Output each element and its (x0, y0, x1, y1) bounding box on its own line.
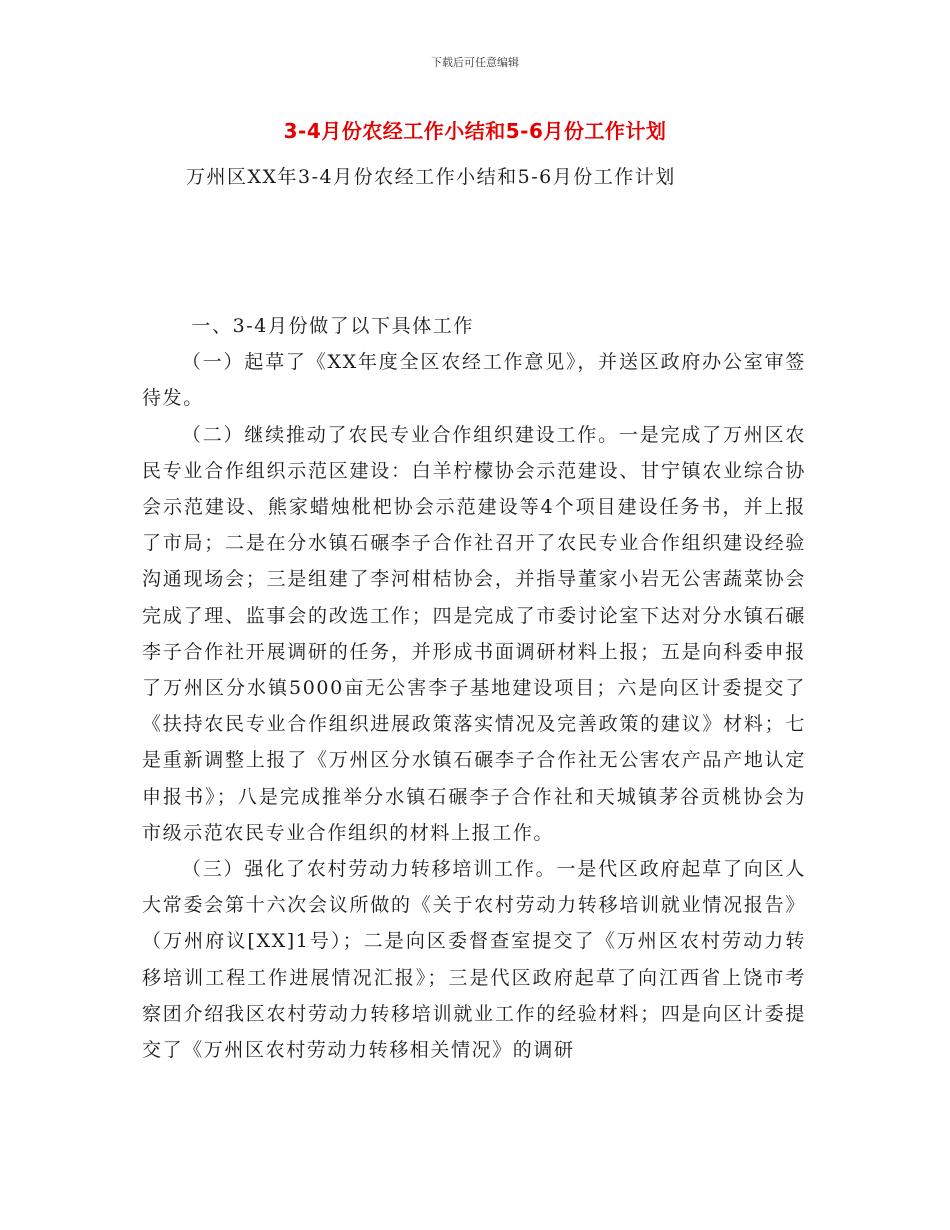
paragraph-3: （三）强化了农村劳动力转移培训工作。一是代区政府起草了向区人大常委会第十六次会议所做的《关于农村劳动力转移培训就业情况报告》（万州府议[XX]1号）；二是向区委督查室提交了《万州区农村劳动力转移培训工程工作进展情况汇报》；三是代区政府起草了向江西省上饶市考察团介绍我区农村劳动力转移培训就业工作的经验材料；四是向区计委提交了《万州区农村劳动力转移相关情况》的调研 (142, 858, 806, 1062)
document-subtitle: 万州区XX年3-4月份农经工作小结和5-6月份工作计划 (186, 166, 676, 188)
paragraph-2: （二）继续推动了农民专业合作组织建设工作。一是完成了万州区农民专业合作组织示范区建设：白羊柠檬协会示范建设、甘宁镇农业综合协会示范建设、熊家蜡烛枇杷协会示范建设等4个项目建设任务书，并上报了市局；二是在分水镇石碾李子合作社召开了农民专业合作组织建设经验沟通现场会；三是组建了李河柑桔协会，并指导董家小岩无公害蔬菜协会完成了理、监事会的改选工作；四是完成了市委讨论室下达对分水镇石碾李子合作社开展调研的任务，并形成书面调研材料上报；五是向科委申报了万州区分水镇5000亩无公害李子基地建设项目；六是向区计委提交了《扶持农民专业合作组织进展政策落实情况及完善政策的建议》材料；七是重新调整上报了《万州区分水镇石碾李子合作社无公害农产品产地认定申报书》；八是完成推举分水镇石碾李子合作社和天城镇茅谷贡桃协会为市级示范农民专业合作组织的材料上报工作。 (142, 423, 806, 844)
document-title: 3-4月份农经工作小结和5-6月份工作计划 (283, 119, 667, 143)
section-heading: 一、3-4月份做了以下具体工作 (191, 315, 474, 337)
header-note: 下载后可任意编辑 (431, 56, 519, 69)
document-body (142, 308, 806, 1068)
paragraph-1: （一）起草了《XX年度全区农经工作意见》，并送区政府办公室审签待发。 (142, 351, 806, 410)
